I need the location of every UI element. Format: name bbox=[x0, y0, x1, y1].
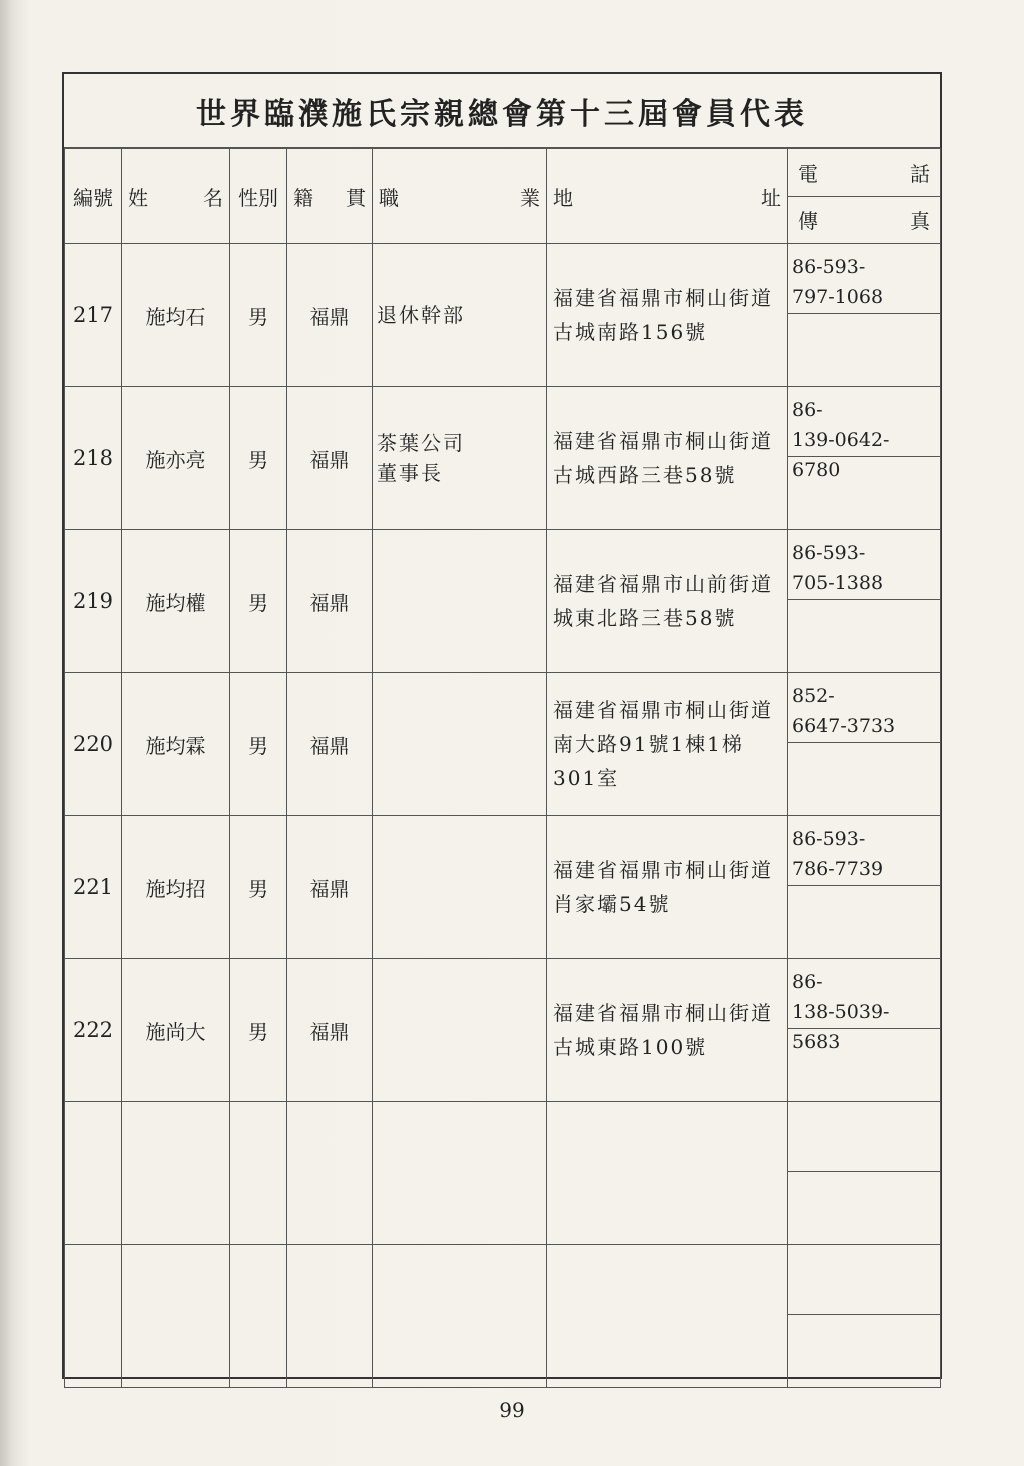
cell-no: 221 bbox=[65, 816, 122, 959]
cell-address: 福建省福鼎市桐山街道古城西路三巷58號 bbox=[547, 387, 788, 530]
cell-gender: 男 bbox=[230, 244, 287, 387]
cell-gender: 男 bbox=[230, 530, 287, 673]
header-row bbox=[65, 149, 941, 244]
cell-empty bbox=[65, 1102, 122, 1245]
header-gender: 性別 bbox=[230, 149, 287, 244]
cell-origin: 福鼎 bbox=[287, 530, 373, 673]
cell-origin: 福鼎 bbox=[287, 387, 373, 530]
header-address: 地 址 bbox=[547, 149, 788, 244]
cell-job bbox=[373, 959, 547, 1102]
cell-name: 施尚大 bbox=[122, 959, 230, 1102]
cell-phone: 86-593- 797-1068 bbox=[788, 244, 941, 387]
cell-name: 施均霖 bbox=[122, 673, 230, 816]
table-row bbox=[65, 244, 941, 387]
cell-no: 217 bbox=[65, 244, 122, 387]
cell-name: 施均招 bbox=[122, 816, 230, 959]
cell-gender: 男 bbox=[230, 387, 287, 530]
page-title: 世界臨濮施氏宗親總會第十三屆會員代表 bbox=[64, 74, 940, 148]
cell-phone: 852- 6647-3733 bbox=[788, 673, 941, 816]
cell-gender: 男 bbox=[230, 959, 287, 1102]
cell-job bbox=[373, 673, 547, 816]
cell-empty bbox=[547, 1102, 788, 1245]
table-row bbox=[65, 959, 941, 1102]
header-no: 編號 bbox=[65, 149, 122, 244]
cell-job: 退休幹部 bbox=[373, 244, 547, 387]
cell-phone bbox=[788, 1245, 941, 1388]
cell-address: 福建省福鼎市山前街道城東北路三巷58號 bbox=[547, 530, 788, 673]
cell-phone bbox=[788, 1102, 941, 1245]
cell-address: 福建省福鼎市桐山街道古城東路100號 bbox=[547, 959, 788, 1102]
header-origin: 籍 貫 bbox=[287, 149, 373, 244]
cell-gender: 男 bbox=[230, 673, 287, 816]
cell-empty bbox=[373, 1102, 547, 1245]
table-row bbox=[65, 530, 941, 673]
header-job: 職 業 bbox=[373, 149, 547, 244]
member-table bbox=[64, 148, 941, 1388]
cell-no: 219 bbox=[65, 530, 122, 673]
cell-phone: 86- 138-5039-5683 bbox=[788, 959, 941, 1102]
cell-origin: 福鼎 bbox=[287, 959, 373, 1102]
cell-empty bbox=[287, 1245, 373, 1388]
cell-phone: 86-593- 705-1388 bbox=[788, 530, 941, 673]
cell-origin: 福鼎 bbox=[287, 673, 373, 816]
cell-no: 220 bbox=[65, 673, 122, 816]
table-row-empty bbox=[65, 1245, 941, 1388]
cell-name: 施亦亮 bbox=[122, 387, 230, 530]
page-number: 99 bbox=[499, 1398, 525, 1422]
cell-origin: 福鼎 bbox=[287, 244, 373, 387]
cell-gender: 男 bbox=[230, 816, 287, 959]
table-row bbox=[65, 387, 941, 530]
table-row bbox=[65, 816, 941, 959]
cell-empty bbox=[547, 1245, 788, 1388]
cell-empty bbox=[373, 1245, 547, 1388]
cell-job bbox=[373, 530, 547, 673]
cell-job bbox=[373, 816, 547, 959]
table-row bbox=[65, 673, 941, 816]
cell-no: 222 bbox=[65, 959, 122, 1102]
cell-no: 218 bbox=[65, 387, 122, 530]
cell-empty bbox=[122, 1245, 230, 1388]
cell-phone: 86-593- 786-7739 bbox=[788, 816, 941, 959]
cell-empty bbox=[230, 1102, 287, 1245]
cell-address: 福建省福鼎市桐山街道南大路91號1棟1梯301室 bbox=[547, 673, 788, 816]
cell-empty bbox=[122, 1102, 230, 1245]
cell-phone: 86- 139-0642-6780 bbox=[788, 387, 941, 530]
cell-name: 施均權 bbox=[122, 530, 230, 673]
cell-empty bbox=[230, 1245, 287, 1388]
header-phone-fax: 電 話 傳 真 bbox=[788, 149, 941, 244]
header-name: 姓 名 bbox=[122, 149, 230, 244]
cell-empty bbox=[287, 1102, 373, 1245]
cell-address: 福建省福鼎市桐山街道古城南路156號 bbox=[547, 244, 788, 387]
cell-address: 福建省福鼎市桐山街道肖家壩54號 bbox=[547, 816, 788, 959]
member-table-frame bbox=[62, 72, 942, 1379]
cell-origin: 福鼎 bbox=[287, 816, 373, 959]
table-row-empty bbox=[65, 1102, 941, 1245]
cell-name: 施均石 bbox=[122, 244, 230, 387]
cell-job: 茶葉公司 董事長 bbox=[373, 387, 547, 530]
cell-empty bbox=[65, 1245, 122, 1388]
